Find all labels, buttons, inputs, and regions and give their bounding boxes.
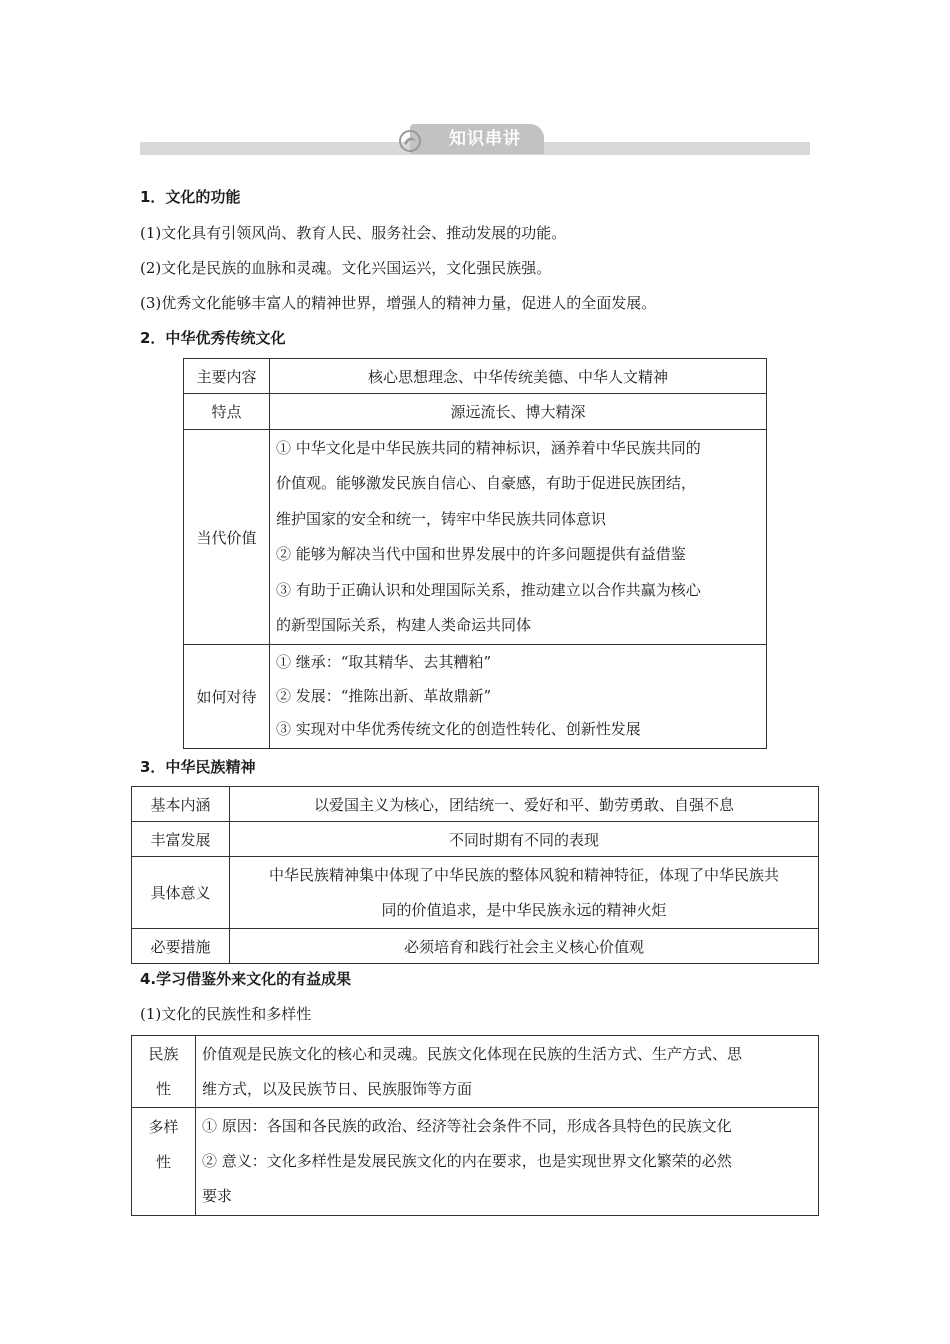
section-1-item-1: (1)文化具有引领风尚、教育人民、服务社会、推动发展的功能。 — [140, 224, 567, 242]
content-line: ③ 实现对中华优秀传统文化的创造性转化、创新性发展 — [276, 720, 641, 739]
section-1-item-2: (2)文化是民族的血脉和灵魂。文化兴国运兴，文化强民族强。 — [140, 259, 552, 277]
table-row — [132, 857, 819, 929]
row-content — [196, 1108, 819, 1216]
content-line: 价值观。能够激发民族自信心、自豪感，有助于促进民族团结， — [276, 474, 697, 492]
section-4-heading: 4.学习借鉴外来文化的有益成果 — [140, 970, 352, 988]
section-banner — [140, 124, 810, 156]
row-label: 丰富发展 — [132, 822, 230, 857]
diversity-table — [131, 1035, 819, 1216]
row-content — [270, 430, 767, 645]
row-content: 不同时期有不同的表现 — [230, 822, 819, 857]
row-label — [132, 1108, 196, 1216]
content-line: 维方式，以及民族节日、民族服饰等方面 — [202, 1079, 473, 1098]
table-row — [132, 1108, 819, 1216]
row-label: 当代价值 — [184, 430, 270, 645]
table-row — [184, 359, 767, 394]
row-content — [270, 645, 767, 749]
table-row — [184, 430, 767, 645]
table-row — [132, 787, 819, 822]
table-row — [184, 645, 767, 749]
content-line: ③ 有助于正确认识和处理国际关系，推动建立以合作共赢为核心 — [276, 580, 701, 599]
label-line: 性 — [155, 1153, 171, 1171]
row-label: 基本内涵 — [132, 787, 230, 822]
row-content — [196, 1036, 819, 1108]
content-line: ② 能够为解决当代中国和世界发展中的许多问题提供有益借鉴 — [276, 545, 686, 563]
content-line: ① 继承：“取其精华、去其糟粕” — [276, 653, 492, 672]
section-2-heading: 2．中华优秀传统文化 — [140, 329, 286, 347]
row-label — [132, 1036, 196, 1108]
swirl-icon — [398, 129, 422, 153]
row-content: 核心思想理念、中华传统美德、中华人文精神 — [270, 359, 767, 394]
content-line: ② 发展：“推陈出新、革故鼎新” — [276, 686, 492, 705]
row-content: 必须培育和践行社会主义核心价值观 — [230, 929, 819, 964]
content-line: 价值观是民族文化的核心和灵魂。民族文化体现在民族的生活方式、生产方式、思 — [202, 1044, 743, 1063]
section-4-subheading: (1)文化的民族性和多样性 — [140, 1005, 312, 1023]
traditional-culture-table — [183, 358, 767, 749]
label-line: 民族 — [148, 1044, 179, 1063]
content-line: ① 原因：各国和各民族的政治、经济等社会条件不同，形成各具特色的民族文化 — [202, 1117, 732, 1135]
label-line: 性 — [155, 1079, 171, 1098]
row-content: 源远流长、博大精深 — [270, 394, 767, 430]
content-line: 的新型国际关系，构建人类命运共同体 — [276, 616, 532, 634]
table-row — [132, 1036, 819, 1108]
national-spirit-table — [131, 786, 819, 964]
label-line: 多样 — [148, 1118, 179, 1136]
row-content — [230, 857, 819, 929]
content-line: 要求 — [202, 1187, 233, 1205]
content-line: ② 意义：文化多样性是发展民族文化的内在要求，也是实现世界文化繁荣的必然 — [202, 1152, 732, 1170]
content-line: 中华民族精神集中体现了中华民族的整体风貌和精神特征，体现了中华民族共 — [268, 865, 779, 884]
section-3-heading: 3．中华民族精神 — [140, 758, 256, 776]
row-content: 以爱国主义为核心，团结统一、爱好和平、勤劳勇敢、自强不息 — [230, 787, 819, 822]
row-label: 如何对待 — [184, 645, 270, 749]
content-line: ① 中华文化是中华民族共同的精神标识，涵养着中华民族共同的 — [276, 438, 701, 457]
section-1-heading: 1．文化的功能 — [140, 188, 241, 206]
section-1-item-3: (3)优秀文化能够丰富人的精神世界，增强人的精神力量，促进人的全面发展。 — [140, 294, 657, 312]
banner-title: 知识串讲 — [449, 129, 521, 149]
content-line: 维护国家的安全和统一，铸牢中华民族共同体意识 — [276, 509, 607, 528]
row-label: 主要内容 — [184, 359, 270, 394]
row-label: 特点 — [184, 394, 270, 430]
row-label: 必要措施 — [132, 929, 230, 964]
table-row — [132, 822, 819, 857]
row-label: 具体意义 — [132, 857, 230, 929]
table-row — [184, 394, 767, 430]
content-line: 同的价值追求，是中华民族永远的精神火炬 — [381, 900, 667, 919]
table-row — [132, 929, 819, 964]
